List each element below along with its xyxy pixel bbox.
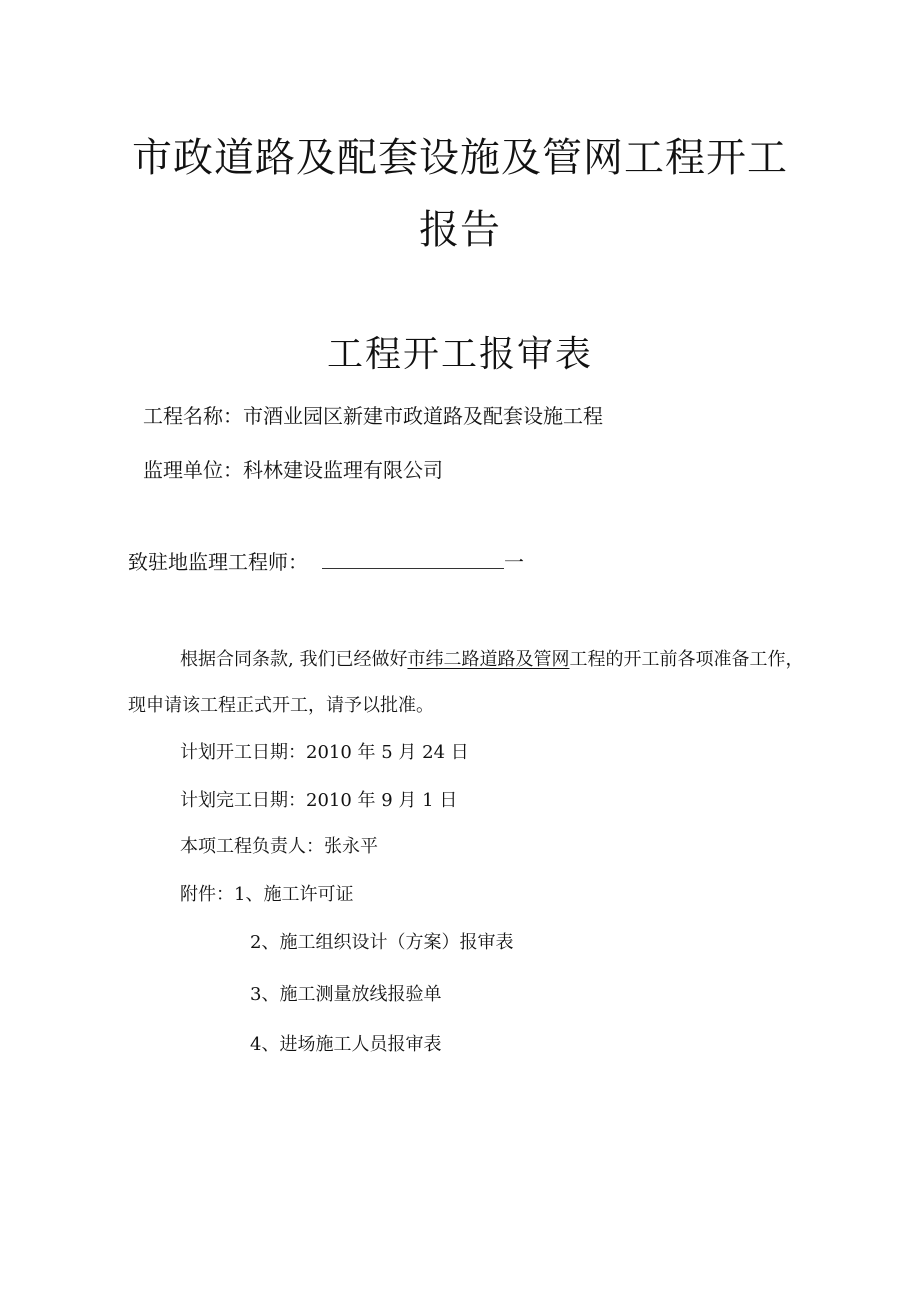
body-paragraph-line-1 <box>180 645 803 671</box>
addressee-label: 致驻地监理工程师： <box>128 550 308 574</box>
addressee-suffix: 一 <box>504 550 524 574</box>
body-project-underlined: 市纬二路道路及管网 <box>407 649 570 670</box>
addressee-line <box>128 546 524 575</box>
document-title-line-2: 报告 <box>419 207 501 253</box>
addressee-blank <box>322 554 504 569</box>
planned-start-date: 计划开工日期：2010 年 5 月 24 日 <box>180 742 469 763</box>
attachment-3: 3、施工测量放线报验单 <box>250 984 442 1005</box>
attachment-4: 4、进场施工人员报审表 <box>250 1034 442 1055</box>
body-prefix: 根据合同条款, 我们已经做好 <box>180 649 408 670</box>
attachment-1: 附件：1、施工许可证 <box>180 884 354 905</box>
project-name: 工程名称：市酒业园区新建市政道路及配套设施工程 <box>143 404 603 428</box>
person-in-charge: 本项工程负责人：张永平 <box>180 836 378 857</box>
supervisor-unit: 监理单位：科林建设监理有限公司 <box>143 458 443 482</box>
body-paragraph-line-2: 现申请该工程正式开工，请予以批准。 <box>128 695 434 716</box>
document-title-line-1: 市政道路及配套设施及管网工程开工 <box>132 135 788 181</box>
attachment-2: 2、施工组织设计（方案）报审表 <box>250 932 514 953</box>
form-subtitle: 工程开工报审表 <box>326 334 593 375</box>
planned-finish-date: 计划完工日期：2010 年 9 月 1 日 <box>180 790 458 811</box>
body-suffix: 工程的开工前各项准备工作， <box>569 649 804 670</box>
